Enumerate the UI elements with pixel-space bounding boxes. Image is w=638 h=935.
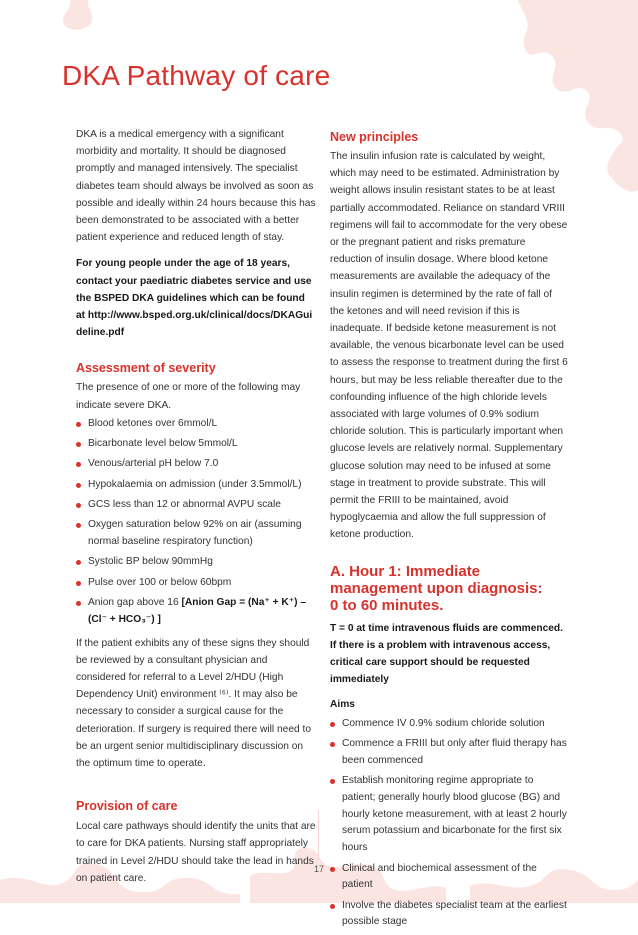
new-principles-heading: New principles xyxy=(330,130,419,144)
center-divider xyxy=(318,810,319,860)
bullet-icon xyxy=(76,503,81,508)
bullet-icon xyxy=(76,523,81,528)
list-item: Systolic BP below 90mmHg xyxy=(76,554,316,571)
provision-heading: Provision of care xyxy=(76,799,178,814)
bullet-icon xyxy=(76,560,81,565)
young-people-text: For young people under the age of 18 years, contact your paediatric diabetes service and use the BSPED DKA guidelines which can be found at xyxy=(76,258,312,322)
left-column xyxy=(76,126,316,887)
list-item: Blood ketones over 6mmol/L xyxy=(76,416,316,433)
list-item: Commence IV 0.9% sodium chloride solution xyxy=(330,716,568,733)
aims-list xyxy=(330,716,568,932)
page-number: 17 xyxy=(313,864,324,874)
intro-paragraph: DKA is a medical emergency with a significant morbidity and mortality. It should be diagnosed promptly and managed intensively. The specialist diabetes team should always be involved as soon as possible and ideally within 24 hours because this has been demonstrated to be associated with a better patient experience and reduced length of stay. xyxy=(76,129,316,244)
anion-gap-formula: [Anion Gap = (Na⁺ + K⁺) – (Cl⁻ + HCO₃⁻) ] xyxy=(88,597,306,625)
bullet-icon xyxy=(330,722,335,727)
list-item: Establish monitoring regime appropriate to patient; generally hourly blood glucose (BG) and hourly ketone measurement, with at least 2 hourly serum potassium and bicarbonate for the first six hours xyxy=(330,773,568,857)
puzzle-decoration-top-left xyxy=(0,0,120,40)
list-item-anion-gap: Anion gap above 16 [Anion Gap = (Na⁺ + K⁺) – (Cl⁻ + HCO₃⁻) ] xyxy=(76,595,316,629)
aims-label: Aims xyxy=(330,699,355,711)
page-title: DKA Pathway of care xyxy=(62,60,331,91)
bullet-icon xyxy=(76,581,81,586)
bullet-icon xyxy=(330,867,335,872)
bullet-icon xyxy=(330,904,335,909)
provision-paragraph: Local care pathways should identify the units that are to care for DKA patients. Nursing staff appropriately trained in Level 2/HDU should take the lead in hands on patient care. xyxy=(76,821,316,884)
assessment-list xyxy=(76,416,316,629)
list-item: GCS less than 12 or abnormal AVPU scale xyxy=(76,497,316,514)
hour1-heading: A. Hour 1: Immediate management upon diagnosis: 0 to 60 minutes. xyxy=(330,562,543,614)
list-item: Oxygen saturation below 92% on air (assuming normal baseline respiratory function) xyxy=(76,517,316,551)
bullet-icon xyxy=(76,601,81,606)
hour1-instruction: T = 0 at time intravenous fluids are commenced. If there is a problem with intravenous access, critical care support should be requested immediately xyxy=(330,622,563,686)
right-column xyxy=(330,126,568,935)
list-item: Involve the diabetes specialist team at the earliest possible stage xyxy=(330,898,568,932)
list-item: Pulse over 100 or below 60bpm xyxy=(76,575,316,592)
list-item: Hypokalaemia on admission (under 3.5mmol/L) xyxy=(76,477,316,494)
bullet-icon xyxy=(76,462,81,467)
bullet-icon xyxy=(330,742,335,747)
list-item: Venous/arterial pH below 7.0 xyxy=(76,456,316,473)
bullet-icon xyxy=(76,422,81,427)
bullet-icon xyxy=(76,483,81,488)
list-item: Bicarbonate level below 5mmol/L xyxy=(76,436,316,453)
bullet-icon xyxy=(76,442,81,447)
assessment-intro: The presence of one or more of the following may indicate severe DKA. xyxy=(76,382,301,411)
list-item: Commence a FRIII but only after fluid therapy has been commenced xyxy=(330,736,568,770)
new-principles-paragraph: The insulin infusion rate is calculated by weight, which may need to be estimated. Administration by weight allows insulin resistant states to be at least partially accommodated. Reliance on standard VRIII regimens will fail to accommodate for the very obese or the pregnant patient and risks premature reduction of insulin dosage. Where blood ketone measurements are available the adequacy of the insulin regimen is determined by the rate of fall of the ketones and will need revision if this is inadequate. If bedside ketone measurement is not available, the venous bicarbonate level can be used to assess the response to treatment during the first 6 hours, but may be less reliable thereafter due to the confounding influence of the high chloride levels associated with large volumes of 0.9% sodium chloride solution. This is particularly important when glucose levels are relatively normal. Supplementary glucose solution may need to be infused at some stage in treatment to provide substrate. This will permit the FRIII to be maintained, avoid hypoglycaemia and allow the full suppression of ketone production. xyxy=(330,151,568,541)
bsped-guideline-link[interactable]: http://www.bsped.org.uk/clinical/docs/DKAGuideline.pdf xyxy=(76,310,313,339)
list-item: Clinical and biochemical assessment of the patient xyxy=(330,861,568,895)
young-people-note xyxy=(76,255,316,341)
bullet-icon xyxy=(330,779,335,784)
assessment-outro: If the patient exhibits any of these signs they should be reviewed by a consultant physician and considered for referral to a Level 2/HDU (High Dependency Unit) environment ⁽⁶⁾. It may also be necessary to consider a surgical cause for the deterioration. If surgery is required there will need to be an urgent senior multidisciplinary discussion on the optimum time to operate. xyxy=(76,637,311,770)
assessment-heading: Assessment of severity xyxy=(76,361,216,376)
